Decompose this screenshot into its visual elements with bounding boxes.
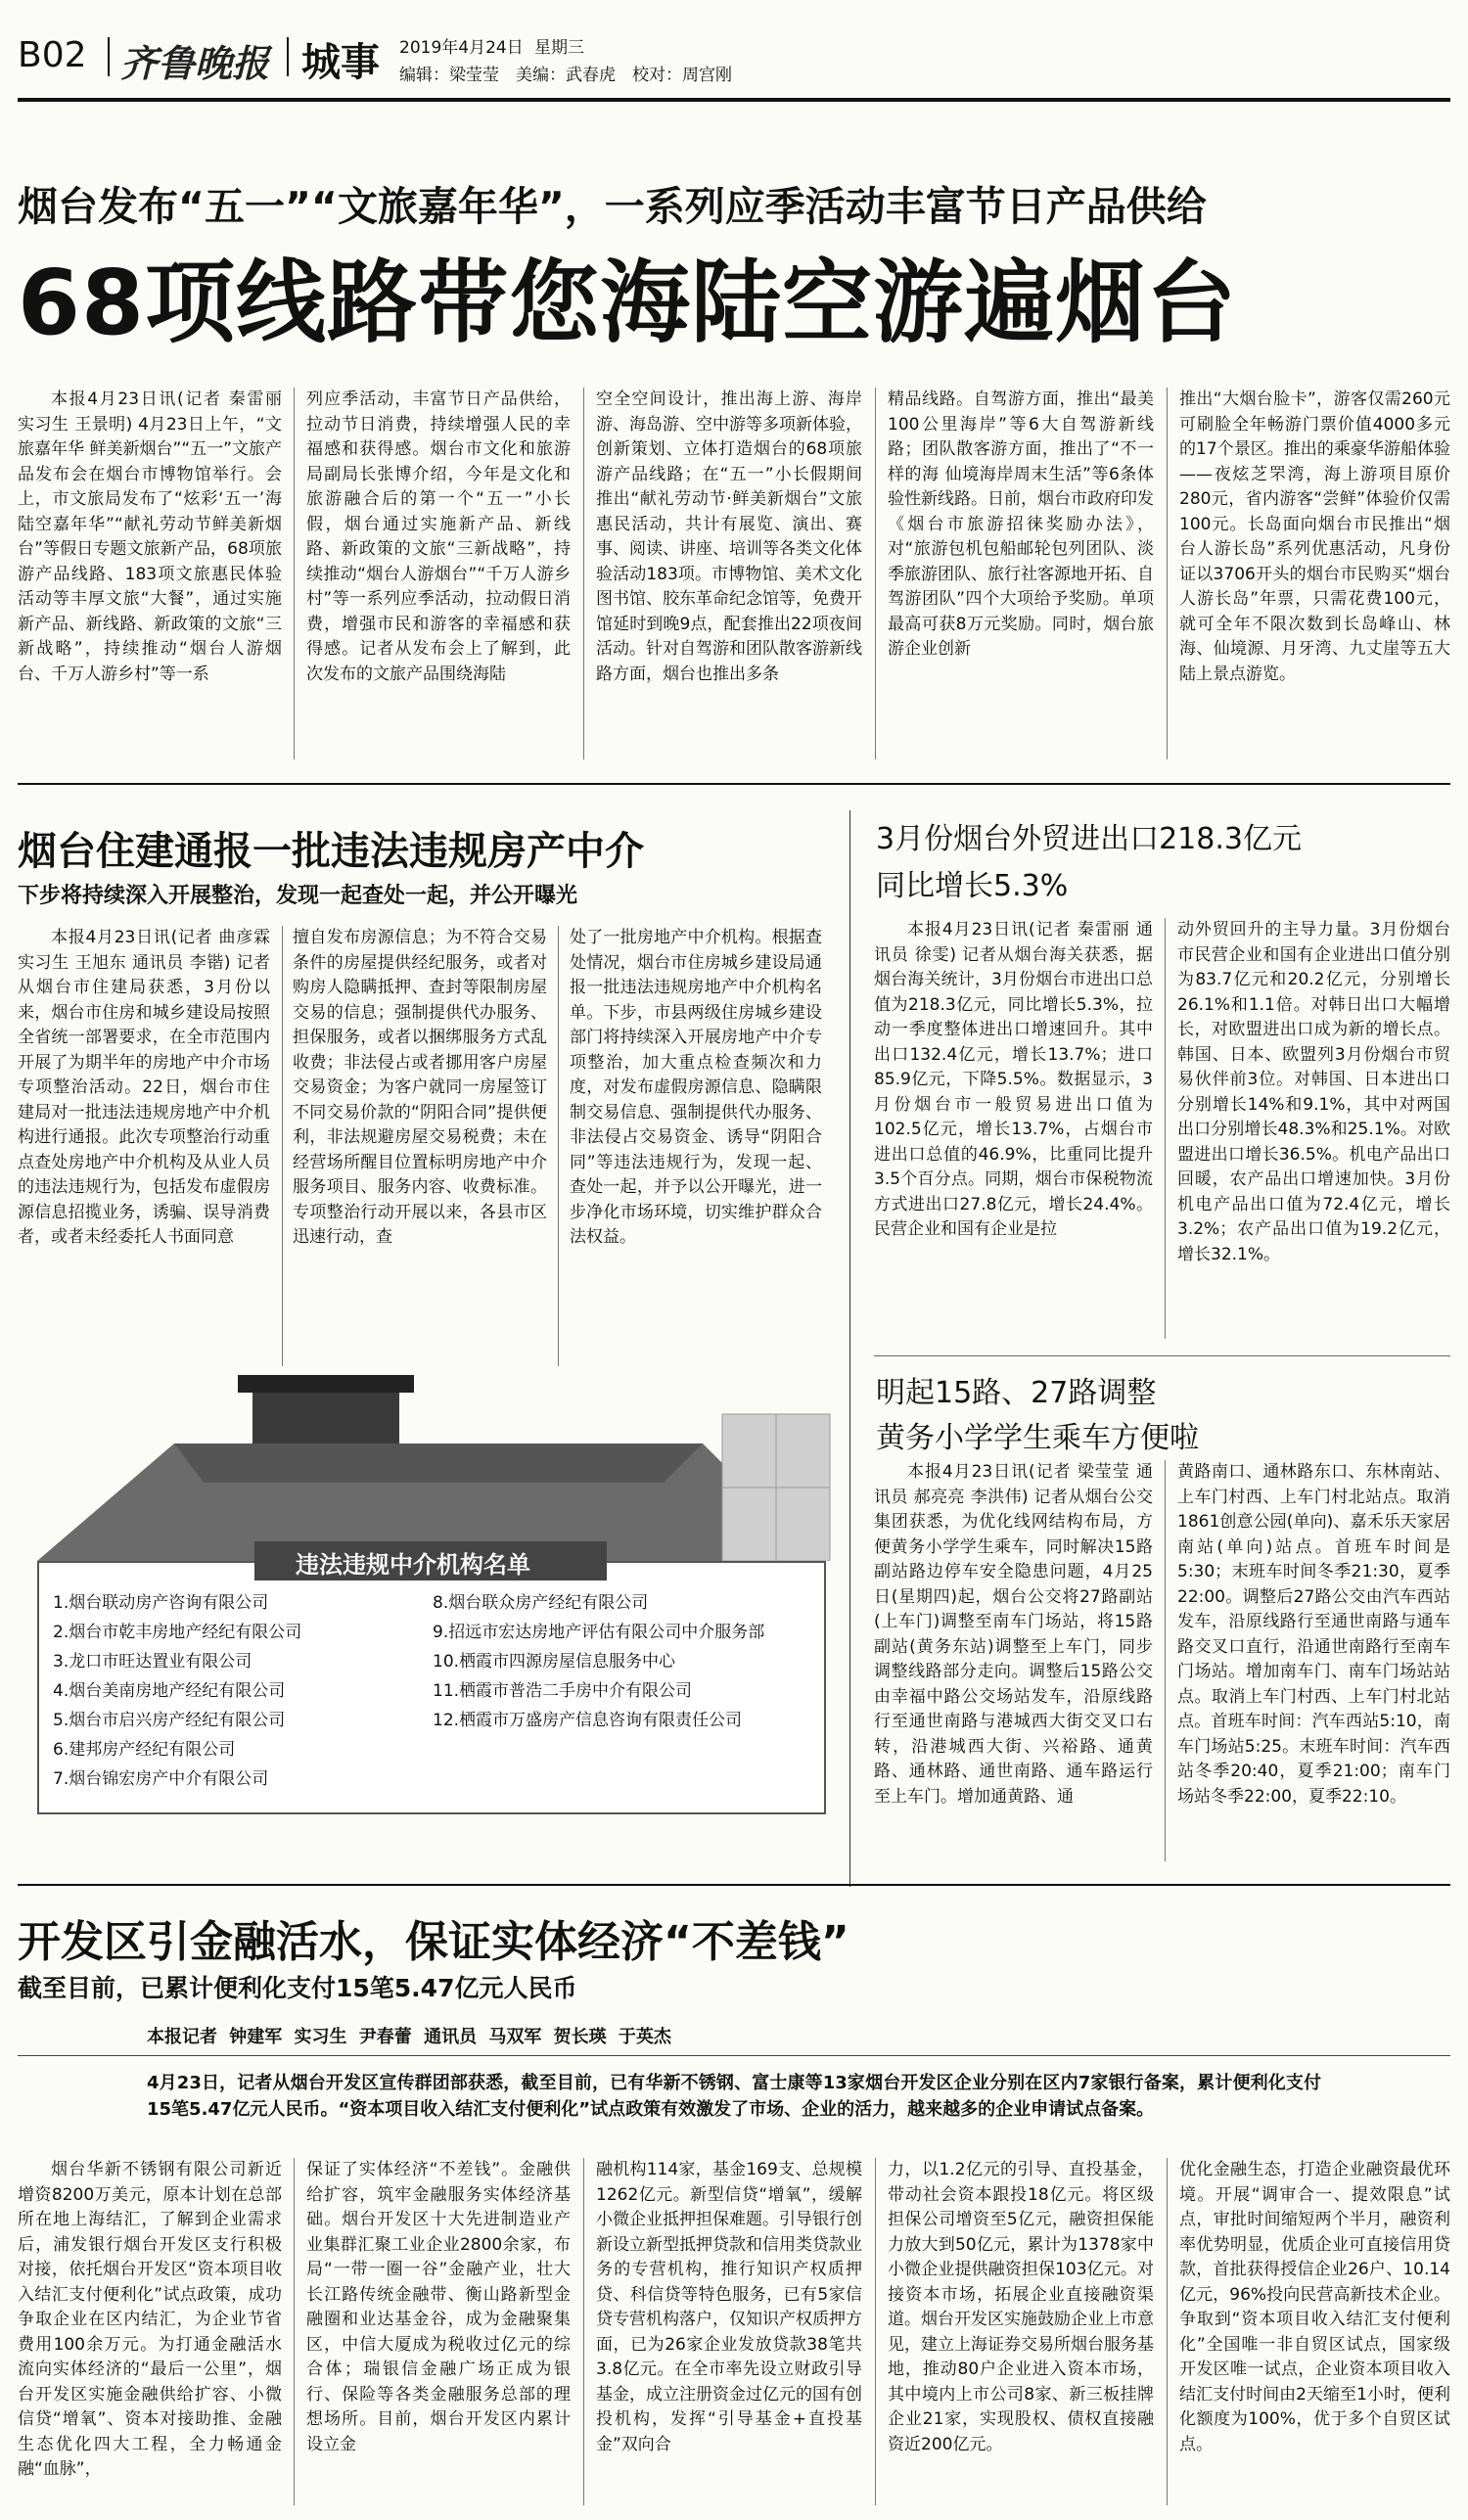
- list-item: 11.栖霞市普浩二手房中介有限公司: [433, 1681, 693, 1701]
- column-divider: [282, 926, 283, 1366]
- article2-headline: 烟台住建通报一批违法违规房产中介: [18, 829, 644, 874]
- column-divider: [294, 388, 295, 759]
- paper-logo: 齐鲁晚报: [120, 41, 270, 85]
- article5-subhead: 截至目前，已累计便利化支付15笔5.47亿元人民币: [18, 1974, 577, 2002]
- article1-column: 本报4月23日讯(记者 秦雷丽 实习生 王景明) 4月23日上午，“文旅嘉年华 鲜美新烟台”“五一”文旅产品发布会在烟台市博物馆举行。会上，市文旅局发布了“炫彩‘五一’海陆空嘉年华”“献礼劳动节鲜美新烟台”等假日专题文旅新产品，68项旅游产品线路、183项文旅惠民体验活动等丰厚文旅“大餐”，通过实施新产品、新线路、新政策的文旅“三新战略”，持续推动“烟台人游烟台、千万人游乡村”等一系: [18, 389, 282, 684]
- article2-column: 处了一批房地产中介机构。根据查处情况，烟台市住房城乡建设局通报一批违法违规房地产中介机构名单。下步，市县两级住房城乡建设部门将持续深入开展房地产中介专项整治，加大重点检查频次和力度，对发布虚假房源信息、隐瞒限制交易信息、强制提供代办服务、非法侵占交易资金、诱导“阴阳合同”等违法违规行为，发现一起、查处一起，并予以公开曝光，进一步净化市场环境，切实维护群众合法权益。: [570, 928, 822, 1247]
- article1-headline: 68项线路带您海陆空游遍烟台: [18, 251, 1238, 355]
- article5-column: 力，以1.2亿元的引导、直投基金，带动社会资本跟投18亿元。将区级担保公司增资至5亿元，融资担保能力放大到50亿元，累计为1378家中小微企业提供融资担保103亿元。对接资本市场，拓展企业直接融资渠道。烟台开发区实施鼓励企业上市意见，建立上海证券交易所烟台服务基地，推动80户企业进入资本市场，其中境内上市公司8家、新三板挂牌企业21家，实现股权、债权直接融资近200亿元。: [888, 2160, 1154, 2454]
- list-item: 8.烟台联众房产经纪有限公司: [433, 1593, 649, 1613]
- section-title: 城事: [301, 40, 380, 85]
- article4-column: 黄路南口、通林路东口、东林南站、上车门村西、上车门村北站点。取消1861创意公园(单向)、嘉禾乐天家居南站(单向)站点。首班车时间是5:30；末班车时间冬季21:30，夏季22:00。调整后27路公交由汽车西站发车，沿原线路行至通世南路与通车路交叉口直行，沿通世南路行至南车门场站。增加南车门、南车门场站站点。取消上车门村西、上车门村北站点。首班车时间：汽车西站5:10，南车门场站5:25。末班车时间：汽车西站冬季20:40，夏季21:00；南车门场站冬季22:00，夏季22:10。: [1177, 1462, 1450, 1807]
- list-left: [53, 1588, 415, 1794]
- list-right: [433, 1588, 809, 1735]
- article3-headline-line2: 同比增长5.3%: [876, 869, 1069, 903]
- article1-column: 列应季活动，丰富节日产品供给，拉动节日消费，持续增强人民的幸福感和获得感。烟台市文化和旅游局副局长张博介绍，今年是文化和旅游融合后的第一个“五一”小长假，烟台通过实施新产品、新线路、新政策的文旅“三新战略”，持续推动“烟台人游烟台”“千万人游乡村”等一系列应季活动，拉动假日消费，增强市民和游客的幸福感和获得感。记者从发布会上了解到，此次发布的文旅产品围绕海陆: [306, 389, 571, 684]
- column-divider: [1165, 918, 1166, 1339]
- list-item: 7.烟台锦宏房产中介有限公司: [53, 1769, 269, 1789]
- masthead-divider: [287, 37, 289, 76]
- column-divider: [1167, 388, 1168, 759]
- section-rule: [18, 783, 1450, 785]
- masthead-divider: [108, 37, 110, 76]
- column-divider: [875, 2158, 876, 2505]
- column-divider: [849, 810, 850, 1887]
- column-divider: [583, 2158, 584, 2505]
- house-illustration: [18, 1375, 840, 1561]
- list-item: 5.烟台市启兴房产经纪有限公司: [53, 1711, 286, 1730]
- article-rule: [874, 1355, 1450, 1356]
- article5-column: 优化金融生态，打造企业融资最优环境。开展“调审合一、提效限息”试点，审批时间缩短两个半月，融资利率优势明显，优质企业可直接信用贷款，首批获得授信企业26户、10.14亿元，96%投向民营高新技术企业。争取到“资本项目收入结汇支付便利化”全国唯一非自贸区试点，国家级开发区唯一试点，企业资本项目收入结汇支付时间由2天缩至1小时，便利化额度为100%，优于多个自贸区试点。: [1179, 2160, 1450, 2454]
- article1-column: 空全空间设计，推出海上游、海岸游、海岛游、空中游等多项新体验，创新策划、立体打造烟台的68项旅游产品线路；在“五一”小长假期间推出“献礼劳动节·鲜美新烟台”文旅惠民活动，共计有展览、演出、赛事、阅读、讲座、培训等各类文化体验活动183项。市博物馆、美术文化图书馆、胶东革命纪念馆等，免费开馆延时到晚9点，配套推出22项夜间活动。针对自驾游和团队散客游新线路方面，烟台也推出多条: [596, 389, 862, 684]
- article3-headline: 3月份烟台外贸进出口218.3亿元: [876, 822, 1302, 856]
- article3-column: 本报4月23日讯(记者 秦雷丽 通讯员 徐雯) 记者从烟台海关获悉，据烟台海关统计，3月份烟台市进出口总值为218.3亿元，同比增长5.3%，拉动一季度整体进出口增速回升。其中出口132.4亿元，增长13.7%；进口85.9亿元，下降5.5%。数据显示，3月份烟台市一般贸易进出口值为102.5亿元，增长13.7%，占烟台市进出口总值的46.9%，比重同比提升3.5个百分点。同期，烟台市保税物流方式进出口27.8亿元，增长24.4%。民营企业和国有企业是拉: [874, 920, 1153, 1239]
- list-item: 10.栖霞市四源房屋信息服务中心: [433, 1652, 676, 1672]
- column-divider: [1165, 1460, 1166, 1861]
- column-divider: [583, 388, 584, 759]
- issue-weekday: 星期三: [534, 38, 584, 58]
- list-item: 9.招远市宏达房地产评估有限公司中介服务部: [433, 1623, 765, 1642]
- list-item: 4.烟台美南房地产经纪有限公司: [53, 1681, 286, 1701]
- list-item: 3.龙口市旺达置业有限公司: [53, 1652, 252, 1672]
- list-item: 6.建邦房产经纪有限公司: [53, 1740, 236, 1760]
- article4-headline-line2: 黄务小学学生乘车方便啦: [876, 1421, 1199, 1455]
- article3-column: 动外贸回升的主导力量。3月份烟台市民营企业和国有企业进出口值分别为83.7亿元和20.2亿元，分别增长26.1%和1.1倍。对韩日出口大幅增长，对欧盟进出口成为新的增长点。韩国、日本、欧盟列3月份烟台市贸易伙伴前3位。对韩国、日本进出口分别增长14%和9.1%，其中对两国出口分别增长48.3%和25.1%。对欧盟进出口增长36.5%。机电产品出口回暖，农产品出口增速加快。3月份机电产品出口值为72.4亿元，增长3.2%；农产品出口值为19.2亿元，增长32.1%。: [1177, 920, 1450, 1264]
- article5-lead: [147, 2070, 1321, 2123]
- masthead: [18, 27, 1450, 96]
- list-item: 1.烟台联动房产咨询有限公司: [53, 1593, 269, 1613]
- editor-credits: 编辑：梁莹莹 美编：武春虎 校对：周宫刚: [399, 66, 732, 85]
- list-item: 12.栖霞市万盛房产信息咨询有限责任公司: [433, 1711, 743, 1730]
- column-divider: [875, 388, 876, 759]
- violation-list-box: [37, 1551, 826, 1814]
- article1-column: 精品线路。自驾游方面，推出“最美100公里海岸”等6大自驾游新线路；团队散客游方面，推出了“不一样的海 仙境海岸周末生活”等6条体验性新线路。日前，烟台市政府印发《烟台市旅游招徕奖励办法》，对“旅游包机包船邮轮包列团队、淡季旅游团队、旅行社客源地开拓、自驾游团队”四个大项给予奖励。单项最高可获8万元奖励。同时，烟台旅游企业创新: [888, 389, 1154, 659]
- chimney-cap: [238, 1375, 414, 1393]
- page-number: B02: [18, 35, 87, 75]
- article2-subhead: 下步将持续深入开展整治，发现一起查处一起，并公开曝光: [18, 884, 578, 908]
- article5-column: 烟台华新不锈钢有限公司新近增资8200万美元，原本计划在总部所在地上海结汇，了解到企业需求后，浦发银行烟台开发区支行积极对接，依托烟台开发区“资本项目收入结汇支付便利化”试点政策，成功争取企业在区内结汇，为企业节省费用100余万元。为打通金融活水流向实体经济的“最后一公里”，烟台开发区实施金融供给扩容、小微信贷“增氧”、资本对接助推、金融生态优化四大工程，全力畅通金融“血脉”，: [18, 2160, 282, 2479]
- article4-headline: 明起15路、27路调整: [876, 1376, 1157, 1410]
- section-rule: [18, 1884, 1450, 1886]
- column-divider: [294, 2158, 295, 2505]
- lead-text: 4月23日，记者从烟台开发区宣传群团部获悉，截至目前，已有华新不锈钢、富士康等13家烟台开发区企业分别在区内7家银行备案，累计便利化支付15笔5.47亿元人民币。“资本项目收入结汇支付便利化”试点政策有效激发了市场、企业的活力，越来越多的企业申请试点备案。: [147, 2073, 1321, 2120]
- article1-kicker: 烟台发布“五一”“文旅嘉年华”，一系列应季活动丰富节日产品供给: [18, 183, 1207, 230]
- issue-date: 2019年4月24日: [399, 38, 524, 58]
- article1-column: 推出“大烟台脸卡”，游客仅需260元可刷脸全年畅游门票价值4000多元的17个景区。推出的乘豪华游船体验——夜炫芝罘湾，海上游项目原价280元，省内游客“尝鲜”体验价仅需100元。长岛面向烟台市民推出“烟台人游长岛”系列优惠活动，凡身份证以3706开头的烟台市民购买“烟台人游长岛”年票，只需花费100元，就可全年不限次数到长岛峰山、林海、仙境源、月牙湾、九丈崖等五大陆上景点游览。: [1179, 389, 1450, 684]
- list-item: 2.烟台市乾丰房地产经纪有限公司: [53, 1623, 302, 1642]
- article2-column: 本报4月23日讯(记者 曲彦霖 实习生 王旭东 通讯员 李锴) 记者从烟台市住建局获悉，3月份以来，烟台市住房和城乡建设局按照全省统一部署要求，在全市范围内开展了为期半年的房地产中介市场专项整治活动。22日，烟台市住建局对一批违法违规房地产中介机构进行通报。此次专项整治行动重点查处房地产中介机构及从业人员的违法违规行为，包括发布虚假房源信息招揽业务，诱骗、误导消费者，或者未经委托人书面同意: [18, 928, 270, 1247]
- article5-headline: 开发区引金融活水，保证实体经济“不差钱”: [18, 1917, 849, 1967]
- masthead-rule: [18, 98, 1450, 102]
- article5-column: 保证了实体经济“不差钱”。金融供给扩容，筑牢金融服务实体经济基础。烟台开发区十大先进制造业产业集群汇聚工业企业2800余家，布局“一带一圈一谷”金融产业，壮大长江路传统金融带、衡山路新型金融圈和业达基金谷，成为金融聚集区，中信大厦成为税收过亿元的综合体；瑞银信金融广场正成为银行、保险等各类金融服务总部的理想场所。目前，烟台开发区内累计设立金: [306, 2160, 571, 2454]
- article5-byline: 本报记者 钟建军 实习生 尹春蕾 通讯员 马双军 贺长瑛 于英杰: [147, 2027, 671, 2047]
- article5-column: 融机构114家，基金169支、总规模1262亿元。新型信贷“增氧”，缓解小微企业抵押担保难题。引导银行创新设立新型抵押贷款和信用类贷款业务的专营机构，推行知识产权质押贷、科信贷等特色服务，已有5家信贷专营机构落户，仅知识产权质押方面，已为26家企业发放贷款38笔共3.8亿元。在全市率先设立财政引导基金，成立注册资金过亿元的国有创投机构，发挥“引导基金+直投基金”双向合: [596, 2160, 862, 2454]
- column-divider: [558, 926, 559, 1366]
- article2-column: 擅自发布房源信息；为不符合交易条件的房屋提供经纪服务，或者对购房人隐瞒抵押、查封等限制房屋交易的信息；强制提供代办服务、担保服务，或者以捆绑服务方式乱收费；非法侵占或者挪用客户房屋交易资金；为客户就同一房屋签订不同交易价款的“阴阳合同”提供便利，非法规避房屋交易税费；未在经营场所醒目位置标明房地产中介服务项目、服务内容、收费标准。专项整治行动开展以来，各县市区迅速行动，查: [293, 928, 547, 1247]
- article4-column: 本报4月23日讯(记者 梁莹莹 通讯员 郝亮亮 李洪伟) 记者从烟台公交集团获悉，为优化线网结构布局，方便黄务小学学生乘车，同时解决15路副站路边停车安全隐患问题，4月25日(星期四)起，烟台公交将27路副站(上车门)调整至南车门场站，将15路副站(黄务东站)调整至上车门，同步调整线路部分走向。调整后15路公交由幸福中路公交场站发车，沿原线路行至通世南路与港城西大街交叉口右转，沿港城西大街、兴裕路、通黄路、通林路、通世南路、通车路运行至上车门。增加通黄路、通: [874, 1462, 1153, 1807]
- roof-top: [174, 1443, 703, 1483]
- column-divider: [1167, 2158, 1168, 2505]
- byline-rule: [18, 2055, 1450, 2056]
- list-title: 违法违规中介机构名单: [296, 1551, 530, 1579]
